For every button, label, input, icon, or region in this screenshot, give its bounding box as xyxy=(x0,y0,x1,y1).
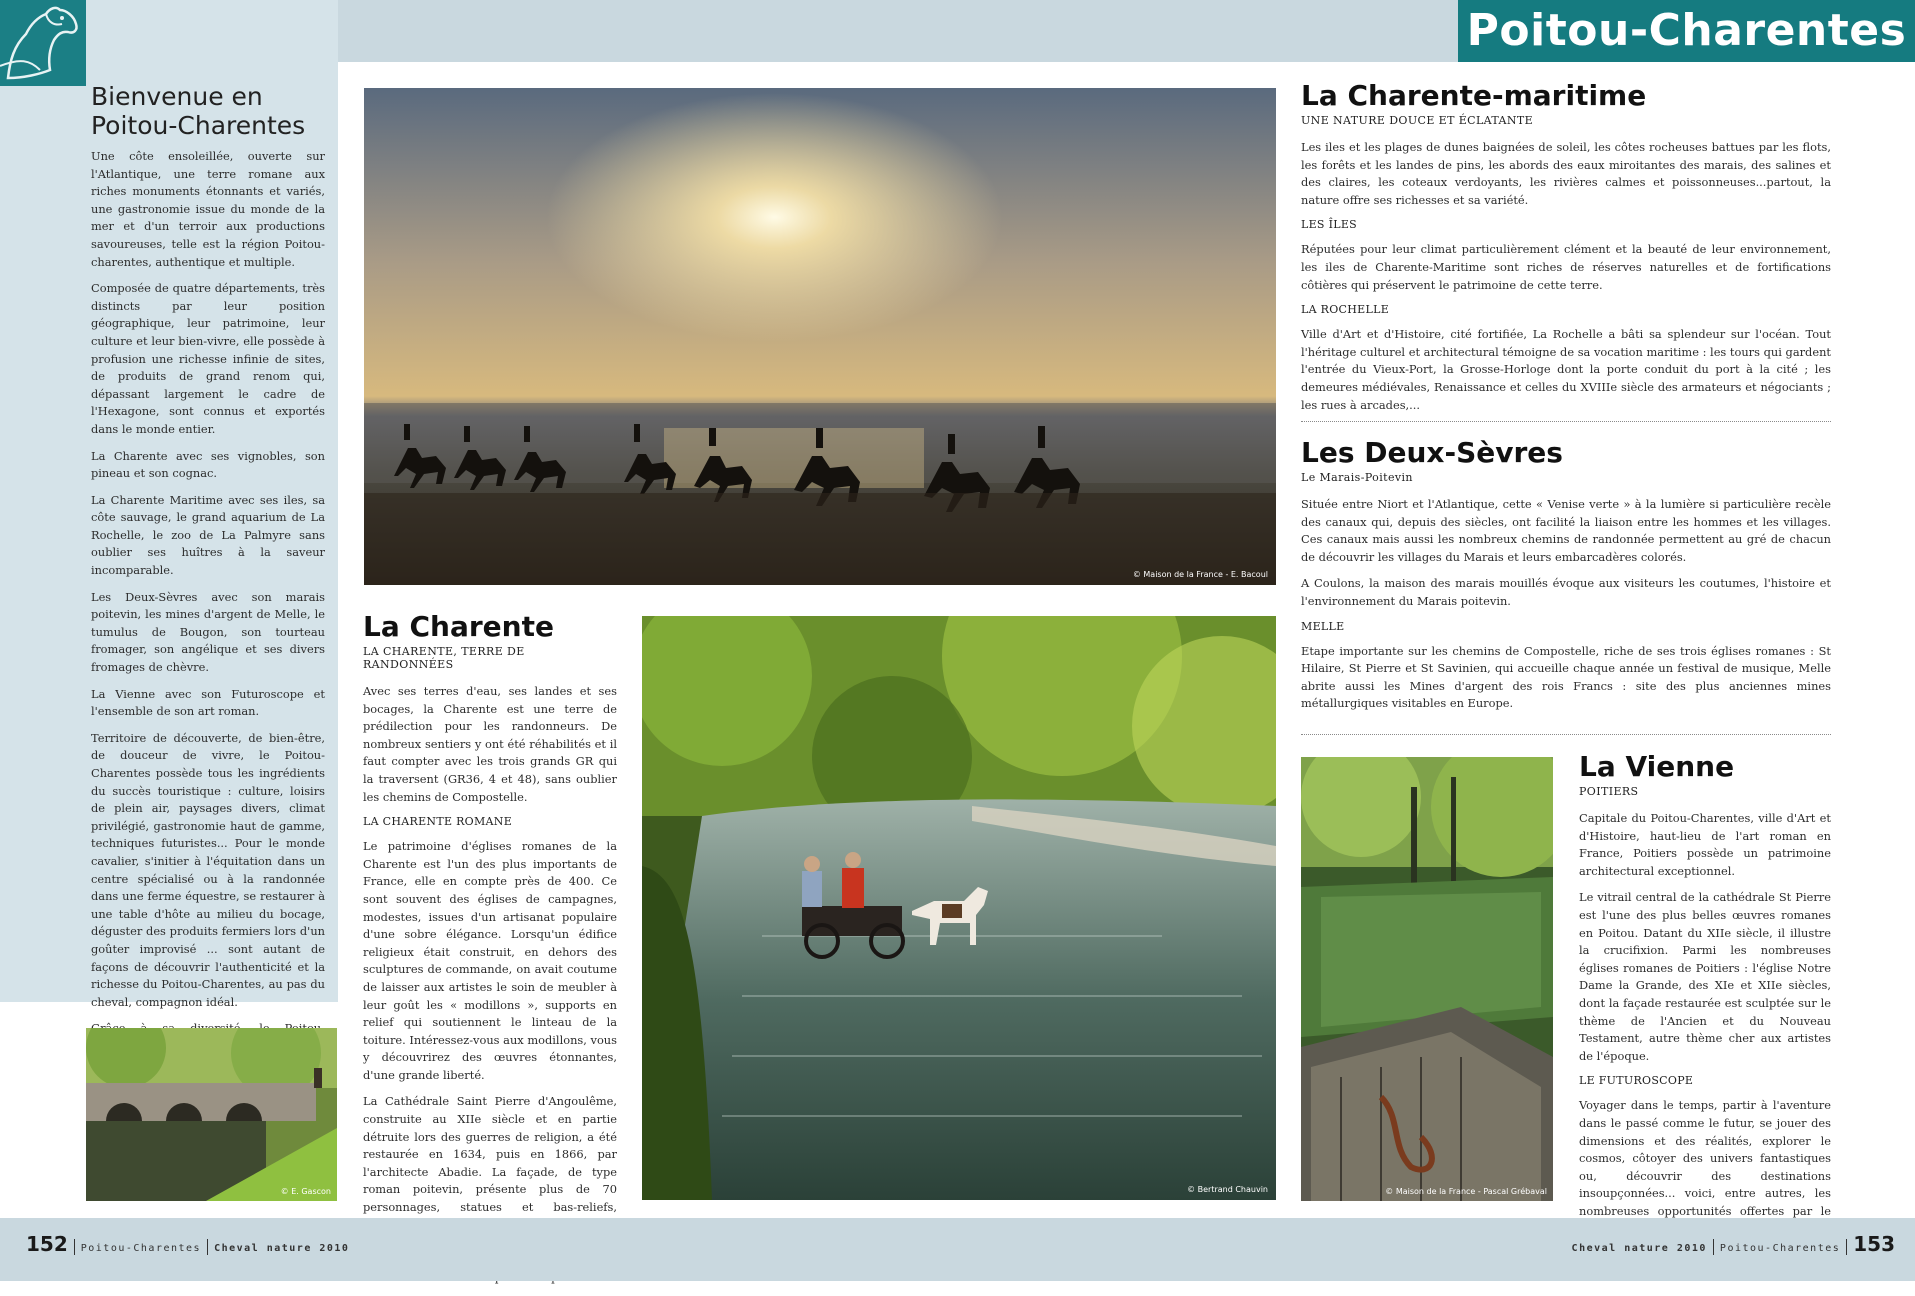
charente-title: La Charente xyxy=(363,610,554,643)
section-divider xyxy=(1301,734,1831,735)
vienne-section xyxy=(1579,751,1831,1247)
river-carriage-photo xyxy=(642,616,1276,1200)
footer-section-left: Poitou-Charentes xyxy=(80,1243,202,1254)
maritime-title: La Charente-maritime xyxy=(1301,79,1647,112)
maritime-paragraph: Ville d'Art et d'Histoire, cité fortifiée, La Rochelle a bâti sa splendeur sur l'océan. Tout l'héritage culturel et architectural témoigne de sa vocation maritime : les tours qui gardent l'entrée du Vieux-Port, la Grosse-Horloge dont la porte conduit du port à la cité ; les demeures médiévales, Renaissance et celles du XVIIIe siècle des armateurs et négociants ; les rues à arcades,... xyxy=(1301,327,1831,412)
vienne-title: La Vienne xyxy=(1579,750,1735,783)
maritime-subhead: LES ÎLES xyxy=(1301,218,1357,232)
photo-credit: © Bertrand Chauvin xyxy=(1187,1185,1268,1194)
footer-right xyxy=(1572,1232,1895,1256)
page-footer xyxy=(0,1218,1915,1281)
photo-credit: © E. Gascon xyxy=(280,1187,331,1196)
vienne-subhead: LE FUTUROSCOPE xyxy=(1579,1074,1694,1088)
deuxsevres-paragraph: Etape importante sur les chemins de Compostelle, riche de ses trois églises romanes : St Hilaire, St Pierre et St Savinien, qui accueille chaque année un festival de musique, Melle abrite aussi les Mines d'argent des rois Francs : site des plus anciennes mines métallurgiques visitables en Europe. xyxy=(1301,643,1831,711)
footer-magazine-left: Cheval nature 2010 xyxy=(214,1243,350,1254)
page-number-right: 153 xyxy=(1853,1232,1895,1256)
marais-boat-photo xyxy=(1301,757,1553,1201)
section-divider xyxy=(1301,421,1831,422)
sidebar-text xyxy=(91,82,325,1100)
deuxsevres-title: Les Deux-Sèvres xyxy=(1301,436,1563,469)
welcome-heading: Bienvenue en Poitou-Charentes xyxy=(91,82,306,140)
sidebar-paragraph: Composée de quatre départements, très distincts par leur position géographique, leur patrimoine, leur culture et leur bien-vivre, elle possède à profusion une richesse infinie de sites, de produits de grand renom qui, dépassant largement le cadre de l'Hexagone, sont connus et exportés dans le monde entier. xyxy=(91,281,325,436)
vienne-paragraph: Capitale du Poitou-Charentes, ville d'Art et d'Histoire, haut-lieu de l'art roman en France, Poitiers possède un patrimoine architectural exceptionnel. xyxy=(1579,811,1831,878)
vienne-paragraph: Voyager dans le temps, partir à l'aventure dans le passé comme le futur, se jouer des dimensions et des réalités, explorer le cosmos, côtoyer des univers fantastiques ou, découvrir des destinations insoupçonnées... voici, entre autres, les nombreuses opportunités offertes par le xyxy=(1579,1098,1831,1218)
sidebar-paragraph: Territoire de découverte, de bien-être, de douceur de vivre, le Poitou-Charentes possède tous les ingrédients du succès touristique : culture, loisirs de plein air, paysages divers, climat privilégié, gastronomie haut de gamme, techniques futuristes... Pour le monde cavalier, s'initier à l'équitation dans un centre spécialisé ou à la randonnée dans une ferme équestre, se restaurer à une table d'hôte au milieu du bocage, déguster des produits fermiers lors d'un goûter improvisé ... sont autant de façons de découvrir l'authenticité et la richesse du Poitou-Charentes, au pas du cheval, compagnon idéal. xyxy=(91,730,325,1009)
footer-section-right: Poitou-Charentes xyxy=(1719,1243,1841,1254)
charente-paragraph: La Cathédrale Saint Pierre d'Angoulême, construite au XIIe siècle et en partie détruite lors des guerres de religion, a été restaurée en 1634, puis en 1866, par l'architecte Abadie. La façade, de type roman poitevin, présente plus de 70 personnages, statues et bas-reliefs, xyxy=(363,1094,617,1215)
page-number-left: 152 xyxy=(26,1232,68,1256)
beach-sunset-photo xyxy=(364,88,1276,585)
horse-head-icon xyxy=(0,0,86,86)
maritime-subtitle: UNE NATURE DOUCE ET ÉCLATANTE xyxy=(1301,114,1534,127)
maritime-paragraph: Les iles et les plages de dunes baignées de soleil, les côtes rocheuses battues par les flots, les forêts et les landes de pins, les abords des eaux miroitantes des marais, des salines et des claires, les coteaux verdoyants, les rivières calmes et poissonneuses...partout, la nature offre ses richesses et sa variété. xyxy=(1301,140,1831,207)
deuxsevres-paragraph: A Coulons, la maison des marais mouillés évoque aux visiteurs les coutumes, l'histoire et l'environnement du Marais poitevin. xyxy=(1301,576,1831,608)
stone-bridge-photo xyxy=(86,1028,337,1201)
photo-credit: © Maison de la France - Pascal Grébaval xyxy=(1385,1187,1547,1196)
sidebar-paragraph: Les Deux-Sèvres avec son marais poitevin, les mines d'argent de Melle, le tumulus de Bougon, son tourteau fromager, son angélique et ses divers fromages de chèvre. xyxy=(91,589,325,675)
charente-section xyxy=(363,611,617,1296)
region-title: Poitou-Charentes xyxy=(1458,0,1915,62)
charente-subtitle: LA CHARENTE, TERRE DE RANDONNÉES xyxy=(363,645,525,671)
sidebar-paragraph: La Vienne avec son Futuroscope et l'ensemble de son art roman. xyxy=(91,686,325,719)
maritime-paragraph: Réputées pour leur climat particulièrement clément et la beauté de leur environnement, les iles de Charente-Maritime sont riches de réserves naturelles et de fortifications côtières qui préservent le patrimoine de cette terre. xyxy=(1301,242,1831,292)
footer-left xyxy=(26,1232,349,1256)
header-band xyxy=(338,0,1458,62)
deuxsevres-section xyxy=(1301,437,1831,722)
maritime-subhead: LA ROCHELLE xyxy=(1301,303,1390,317)
horse-logo xyxy=(0,0,86,86)
charente-paragraph: Le patrimoine d'églises romanes de la Charente est l'un des plus importants de France, elle en compte près de 400. Ce sont souvent des églises de campagnes, modestes, issues d'un artisanat populaire d'une sobre élégance. Lorsqu'un édifice religieux était construit, en dehors des sculptures de commande, on avait coutume de laisser aux artistes le soin de meubler à leur goût les « modillons », supports en relief qui soutiennent le linteau de la toiture. Intéressez-vous aux modillons, vous y découvrirez des œuvres étonnantes, d'une grande liberté. xyxy=(363,839,617,1082)
charente-paragraph: Avec ses terres d'eau, ses landes et ses bocages, la Charente est une terre de prédilection pour les randonneurs. De nombreux sentiers y ont été réhabilités et il faut compter avec les trois grands GR qui la traversent (GR36, 4 et 48), sans oublier les chemins de Compostelle. xyxy=(363,684,617,804)
deuxsevres-subtitle: Le Marais-Poitevin xyxy=(1301,471,1413,484)
footer-magazine-right: Cheval nature 2010 xyxy=(1571,1243,1707,1254)
sidebar-paragraph: La Charente avec ses vignobles, son pineau et son cognac. xyxy=(91,448,325,481)
sidebar-paragraph: Une côte ensoleillée, ouverte sur l'Atlantique, une terre romane aux riches monuments étonnants et variés, une gastronomie issue du monde de la mer et d'un terroir aux productions savoureuses, telle est la région Poitou-charentes, authentique et multiple. xyxy=(91,149,325,269)
vienne-subtitle: POITIERS xyxy=(1579,785,1639,798)
charente-subhead: LA CHARENTE ROMANE xyxy=(363,815,513,829)
sidebar-paragraph: La Charente Maritime avec ses iles, sa côte sauvage, le grand aquarium de La Rochelle, le zoo de La Palmyre sans oublier ses huîtres à la saveur incomparable. xyxy=(91,492,325,578)
photo-credit: © Maison de la France - E. Bacoul xyxy=(1132,570,1268,579)
deuxsevres-paragraph: Située entre Niort et l'Atlantique, cette « Venise verte » à la lumière si particulière recèle des canaux qui, depuis des siècles, ont facilité la liaison entre les hommes et les villages. Ces canaux mais aussi les nombreux chemins de randonnée permettent au gré de chacun de découvrir les villages du Marais et leurs embarcadères colorés. xyxy=(1301,497,1831,564)
deuxsevres-subhead: MELLE xyxy=(1301,619,1345,633)
vienne-paragraph: Le vitrail central de la cathédrale St Pierre est l'une des plus belles œuvres romanes en Poitou. Datant du XIIe siècle, il illustre la crucifixion. Parmi les nombreuses églises romanes de Poitiers : l'église Notre Dame la Grande, des XIe et XIIe siècles, dont la façade restaurée est sculptée sur le thème de l'Ancien et du Nouveau Testament, autre thème cher aux artistes de l'époque. xyxy=(1579,890,1831,1063)
maritime-section xyxy=(1301,80,1831,423)
